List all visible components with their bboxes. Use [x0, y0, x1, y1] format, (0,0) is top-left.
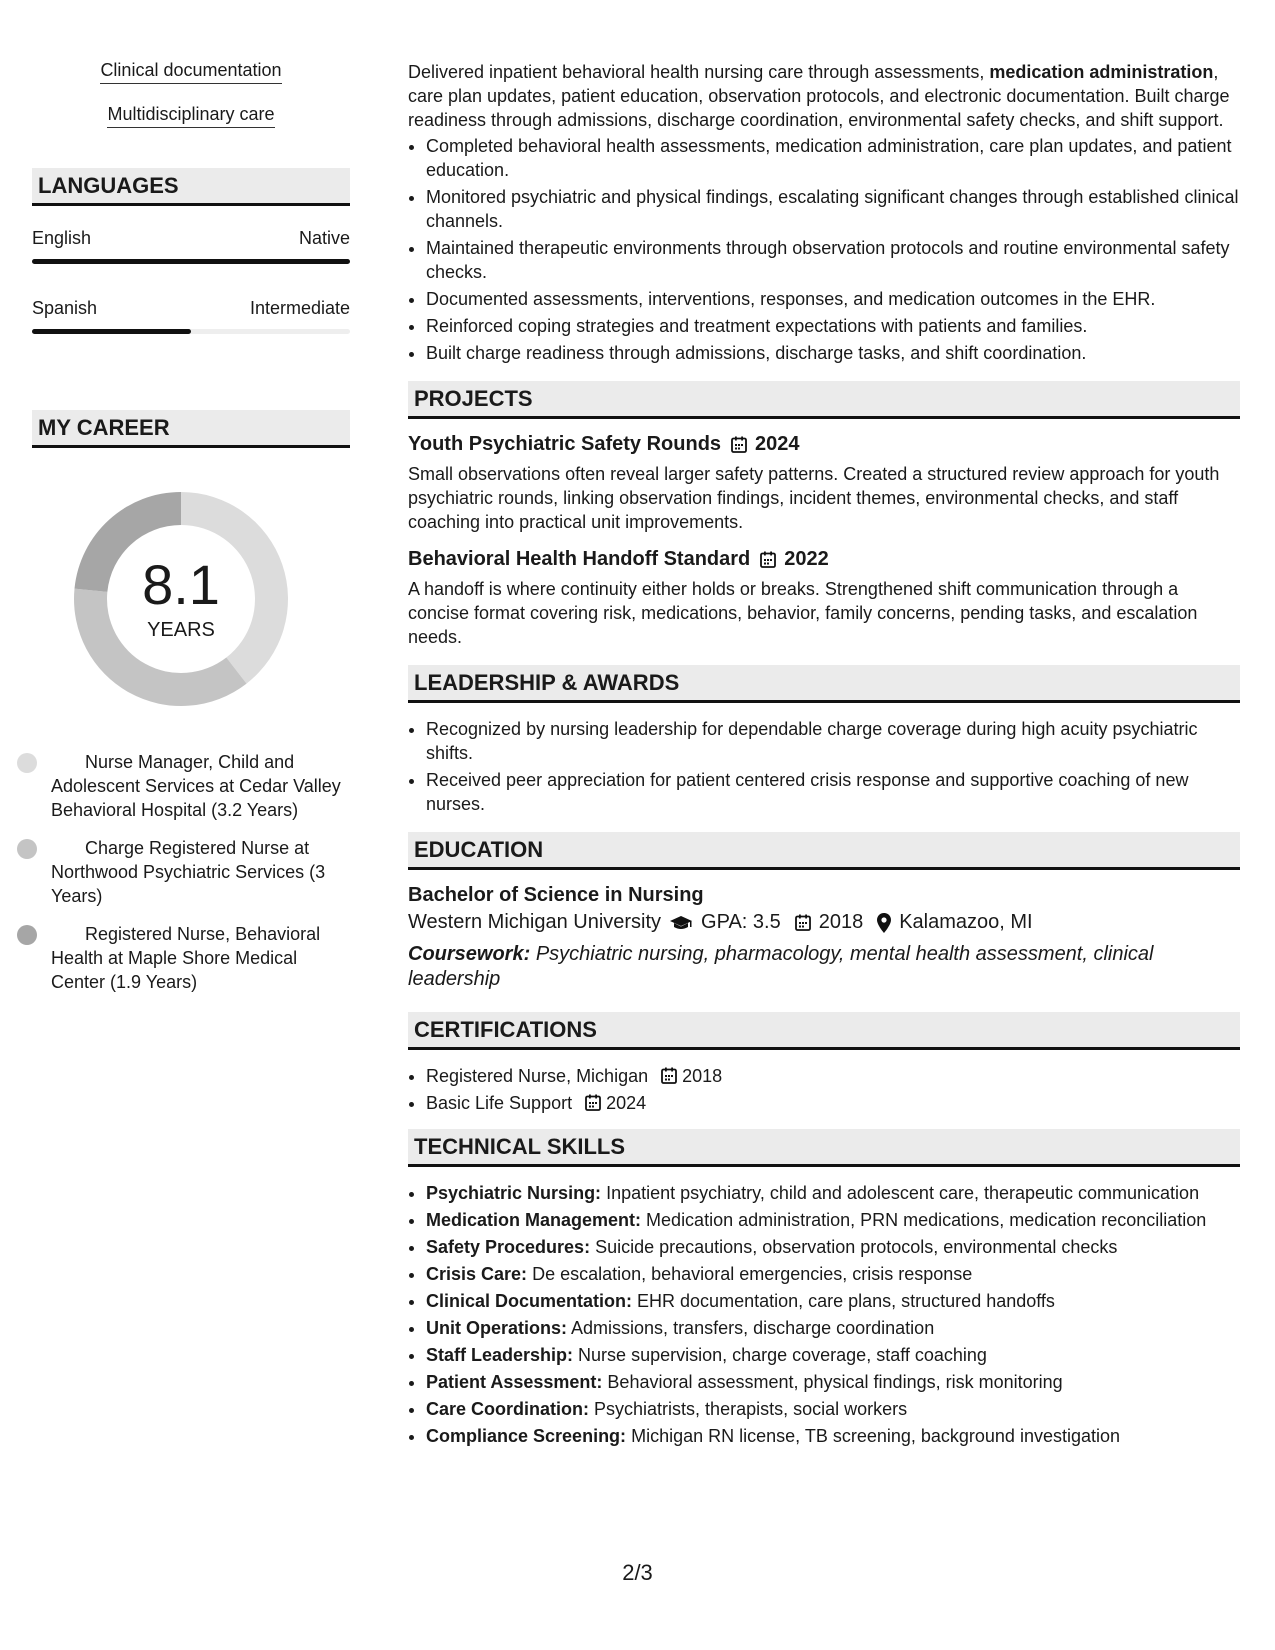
location-pin-icon	[877, 913, 891, 933]
skill-label: Staff Leadership:	[426, 1345, 574, 1365]
language-level: Native	[298, 228, 350, 248]
career-item	[51, 836, 350, 908]
skill-tag	[32, 104, 350, 128]
skill-label: Crisis Care:	[426, 1264, 528, 1284]
language-proficiency-fill	[32, 259, 350, 264]
languages-heading: LANGUAGES	[32, 168, 350, 206]
summary-text: , care plan updates, patient education, observation protocols, and electronic documentation. Built charge readiness through admissions, discharge coordination, environmental safety checks, and shift support.	[408, 62, 1230, 130]
project-description: Small observations often reveal larger safety patterns. Created a structured review approach for youth psychiatric rounds, linking observation findings, incident themes, environmental checks, and staff coaching into practical unit improvements.	[408, 464, 1220, 532]
coursework-label: Coursework:	[408, 943, 531, 965]
skill-label: Medication Management:	[426, 1210, 642, 1230]
technical-skill-item	[426, 1397, 1240, 1421]
education-degree: Bachelor of Science in Nursing	[408, 884, 704, 906]
list-item: • Reinforced coping strategies and treatment expectations with patients and families.	[426, 314, 1240, 338]
certification-year: 2018	[682, 1066, 723, 1086]
career-donut-center	[66, 484, 296, 714]
language-row	[32, 228, 350, 249]
language-proficiency-fill	[32, 329, 191, 334]
project-year: 2024	[755, 433, 800, 455]
education-gpa: GPA: 3.5	[701, 911, 781, 933]
career-donut-chart	[66, 484, 296, 714]
skill-value: Psychiatrists, therapists, social workers	[594, 1399, 908, 1419]
technical-skill-item	[426, 1208, 1240, 1232]
skill-value: De escalation, behavioral emergencies, crisis response	[532, 1264, 973, 1284]
technical-skills-list	[408, 1181, 1240, 1448]
project-title: Behavioral Health Handoff Standard	[408, 548, 751, 570]
career-heading: MY CAREER	[32, 410, 350, 448]
skill-value: EHR documentation, care plans, structured handoffs	[637, 1291, 1055, 1311]
list-item: • Maintained therapeutic environments through observation protocols and routine environmental safety checks.	[426, 236, 1240, 284]
career-years-unit: YEARS	[147, 618, 215, 641]
skill-label: Care Coordination:	[426, 1399, 590, 1419]
skill-label: Patient Assessment:	[426, 1372, 603, 1392]
certifications-heading: CERTIFICATIONS	[408, 1012, 1240, 1050]
experience-summary	[408, 60, 1240, 132]
list-item: • Received peer appreciation for patient centered crisis response and supportive coaching of new nurses.	[426, 768, 1240, 816]
certification-item	[426, 1091, 1240, 1115]
summary-bold-text: medication administration	[989, 62, 1214, 82]
calendar-icon	[585, 1094, 601, 1111]
technical-skill-item	[426, 1235, 1240, 1259]
career-item	[51, 922, 350, 994]
certification-year: 2024	[606, 1093, 647, 1113]
sidebar	[32, 60, 350, 1008]
language-proficiency-bar	[32, 259, 350, 264]
career-item-text: Registered Nurse, Behavioral Health at Maple Shore Medical Center (1.9 Years)	[51, 924, 321, 992]
technical-skill-item	[426, 1262, 1240, 1286]
education-coursework	[408, 942, 1240, 992]
experience-bullets	[408, 134, 1240, 365]
certification-name: Basic Life Support	[426, 1093, 573, 1113]
project-title-row	[408, 433, 1240, 456]
main-content	[408, 60, 1240, 1451]
career-legend-dot	[17, 753, 37, 773]
education-location: Kalamazoo, MI	[899, 911, 1033, 933]
page-number: 2/3	[622, 1560, 653, 1585]
calendar-icon	[731, 436, 747, 453]
skill-value: Michigan RN license, TB screening, background investigation	[631, 1426, 1121, 1446]
list-item: • Documented assessments, interventions, responses, and medication outcomes in the EHR.	[426, 287, 1240, 311]
leadership-bullets	[408, 717, 1240, 816]
technical-skills-heading: TECHNICAL SKILLS	[408, 1129, 1240, 1167]
language-name: English	[32, 228, 92, 248]
project-year: 2022	[784, 548, 829, 570]
summary-text: Delivered inpatient behavioral health nursing care through assessments,	[408, 62, 990, 82]
education-details	[408, 911, 1240, 934]
skill-value: Suicide precautions, observation protocols, environmental checks	[595, 1237, 1118, 1257]
leadership-heading: LEADERSHIP & AWARDS	[408, 665, 1240, 703]
language-row	[32, 298, 350, 319]
project-title-row	[408, 548, 1240, 571]
certifications-list	[408, 1064, 1240, 1115]
skill-value: Behavioral assessment, physical findings, risk monitoring	[607, 1372, 1063, 1392]
skill-label: Clinical Documentation:	[426, 1291, 633, 1311]
list-item: • Built charge readiness through admissions, discharge tasks, and shift coordination.	[426, 341, 1240, 365]
calendar-icon	[760, 551, 776, 568]
projects-heading: PROJECTS	[408, 381, 1240, 419]
certification-item	[426, 1064, 1240, 1088]
career-legend-dot	[17, 925, 37, 945]
skill-label: Unit Operations:	[426, 1318, 568, 1338]
technical-skill-item	[426, 1424, 1240, 1448]
certification-name: Registered Nurse, Michigan	[426, 1066, 649, 1086]
career-legend-dot	[17, 839, 37, 859]
technical-skill-item	[426, 1343, 1240, 1367]
technical-skill-item	[426, 1316, 1240, 1340]
list-item: • Monitored psychiatric and physical findings, escalating significant changes through established clinical channels.	[426, 185, 1240, 233]
skill-value: Admissions, transfers, discharge coordination	[571, 1318, 935, 1338]
project-title: Youth Psychiatric Safety Rounds	[408, 433, 722, 455]
career-item	[51, 750, 350, 822]
coursework-text: Psychiatric nursing, pharmacology, mental health assessment, clinical leadership	[408, 943, 1154, 990]
list-item: • Recognized by nursing leadership for dependable charge coverage during high acuity psychiatric shifts.	[426, 717, 1240, 765]
language-level: Intermediate	[249, 298, 350, 318]
skill-tag-label: Multidisciplinary care	[107, 104, 274, 128]
education-heading: EDUCATION	[408, 832, 1240, 870]
list-item: • Completed behavioral health assessments, medication administration, care plan updates, and patient education.	[426, 134, 1240, 182]
skill-value: Nurse supervision, charge coverage, staff coaching	[578, 1345, 987, 1365]
skill-tag	[32, 60, 350, 84]
career-item-text: Charge Registered Nurse at Northwood Psychiatric Services (3 Years)	[51, 838, 326, 906]
project-description: A handoff is where continuity either holds or breaks. Strengthened shift communication through a concise format covering risk, medications, behavior, family concerns, pending tasks, and escalation needs.	[408, 579, 1198, 647]
language-name: Spanish	[32, 298, 98, 318]
education-year: 2018	[818, 911, 864, 933]
skill-label: Psychiatric Nursing:	[426, 1183, 602, 1203]
technical-skill-item	[426, 1370, 1240, 1394]
skill-label: Compliance Screening:	[426, 1426, 627, 1446]
skill-value: Medication administration, PRN medications, medication reconciliation	[646, 1210, 1207, 1230]
technical-skill-item	[426, 1181, 1240, 1205]
language-proficiency-bar	[32, 329, 350, 334]
calendar-icon	[795, 914, 811, 931]
career-total-years: 8.1	[142, 552, 220, 616]
calendar-icon	[661, 1067, 677, 1084]
education-school: Western Michigan University	[408, 911, 662, 933]
graduation-cap-icon	[669, 915, 693, 931]
skill-label: Safety Procedures:	[426, 1237, 591, 1257]
skill-tag-label: Clinical documentation	[100, 60, 281, 84]
skill-value: Inpatient psychiatry, child and adolescent care, therapeutic communication	[606, 1183, 1200, 1203]
career-item-text: Nurse Manager, Child and Adolescent Services at Cedar Valley Behavioral Hospital (3.2 Years)	[51, 752, 341, 820]
technical-skill-item	[426, 1289, 1240, 1313]
